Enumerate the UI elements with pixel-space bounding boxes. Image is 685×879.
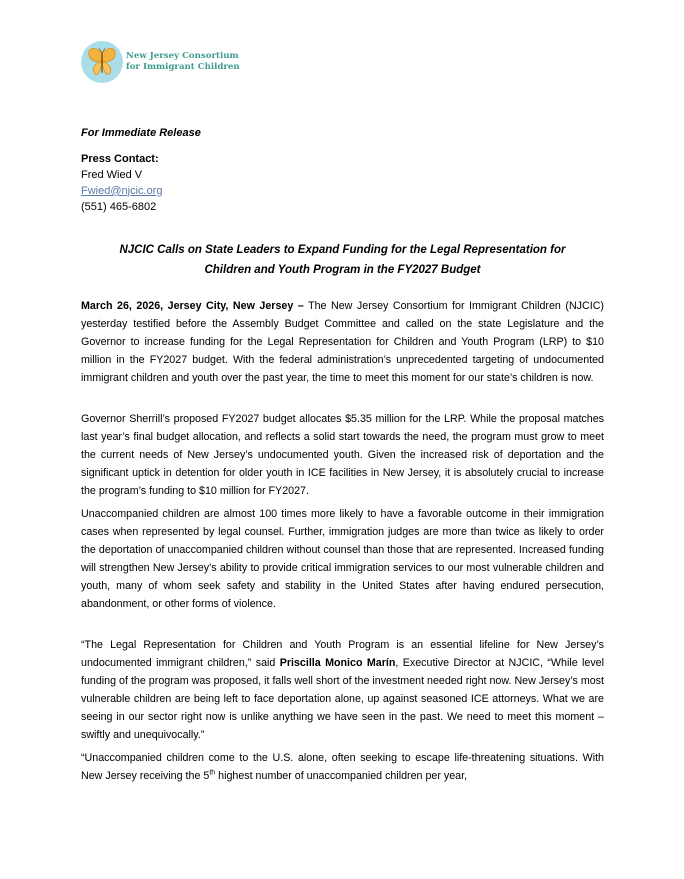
dateline: March 26, 2026, Jersey City, New Jersey –	[81, 300, 304, 312]
quoted-person-name: Priscilla Monico Marín	[279, 657, 396, 670]
headline	[81, 240, 604, 280]
paragraph-1	[81, 297, 604, 387]
press-contact-label: Press Contact:	[81, 153, 159, 165]
contact-phone: (551) 465-6802	[81, 200, 157, 213]
paragraph-4-text-a: “The Legal Representation for Children and Youth Program is an essential lifeline for New Jersey’s undocumented immigrant children,” said	[81, 639, 604, 670]
paragraph-4	[81, 636, 604, 745]
contact-email-link[interactable]: Fwied@njcic.org	[81, 184, 163, 197]
paragraph-3: Unaccompanied children are almost 100 times more likely to have a favorable outcome in their immigration cases when represented by legal counsel. Further, immigration judges are more than twice as likely to order the deportation of unaccompanied children without counsel than those that are represented. Increased funding will strengthen New Jersey’s ability to provide critical immigration services to our most vulnerable children and youth, many of whom seek safety and stability in the United States after having endured persecution, abandonment, or other forms of violence.	[81, 508, 604, 611]
release-label: For Immediate Release	[81, 127, 201, 139]
paragraph-2: Governor Sherrill’s proposed FY2027 budget allocates $5.35 million for the LRP. While the proposal matches last year’s final budget allocation, and reflects a solid start towards the need, the program must grow to meet the current needs of New Jersey’s undocumented youth. Given the increased risk of deportation and the significant uptick in detention for older youth in ICE facilities in New Jersey, it is absolutely crucial to increase the program’s funding to $10 million for FY2027.	[81, 413, 604, 498]
contact-name: Fred Wied V	[81, 168, 143, 181]
paragraph-5-text-b: highest number of unaccompanied children per year,	[215, 770, 468, 783]
paragraph-4-text-b: , Executive Director at NJCIC, “While level funding of the program was proposed, it falls well short of the investment needed right now. New Jersey’s most vulnerable children are being left to face deportation alone, up against seasoned ICE attorneys. What we are seeing in our sector right now is unlike anything we have seen in the past. We need to meet this moment – swiftly and unequivocally.”	[81, 657, 604, 742]
ordinal-suffix: th	[209, 769, 216, 777]
logo-line-2: for Immigrant Children	[126, 62, 240, 72]
headline-line-2: Children and Youth Program in the FY2027 Budget	[204, 264, 481, 276]
logo-line-1: New Jersey Consortium	[126, 51, 239, 61]
organization-logo	[81, 41, 240, 83]
logo-text	[126, 51, 240, 73]
paragraph-5-text-a: “Unaccompanied children come to the U.S. alone, often seeking to escape life-threatening situations. With New Jersey receiving the 5	[81, 752, 604, 783]
headline-line-1: NJCIC Calls on State Leaders to Expand Funding for the Legal Representation for	[119, 244, 566, 256]
press-contact	[81, 152, 604, 216]
butterfly-icon	[81, 41, 123, 83]
paragraph-1-text: The New Jersey Consortium for Immigrant Children (NJCIC) yesterday testified before the Assembly Budget Committee and called on the state Legislature and the Governor to increase funding for the Legal Representation for Children and Youth Program (LRP) to $10 million in the FY2027 budget. With the federal administration’s unprecedented targeting of undocumented immigrant children and youth over the past year, the time to meet this moment for our state’s children is now.	[81, 300, 604, 385]
paragraph-5	[81, 749, 604, 785]
